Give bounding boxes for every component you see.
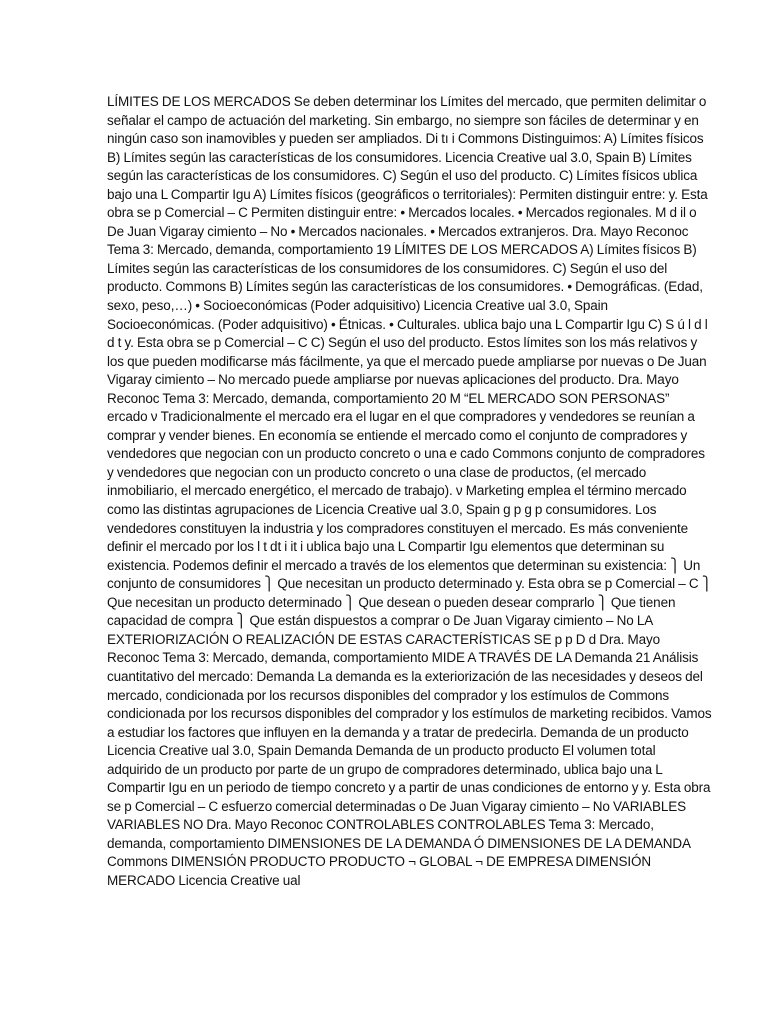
document-body-text: LÍMITES DE LOS MERCADOS Se deben determinar los Límites del mercado, que permiten delimitar o señalar el campo de actuación del marketing. Sin embargo, no siempre son fáciles de determinar y en ningún caso son inamovibles y pueden ser ampliados. Di tı i Commons Distinguimos: A) Límites físicos B) Límites según las características de los consumidores. Licencia Creative ual 3.0, Spain B) Límites según las características de los consumidores. C) Según el uso del producto. C) Límites físicos ublica bajo una L Compartir Igu A) Límites físicos (geográficos o territoriales): Permiten distinguir entre: y. Esta obra se p Comercial – C Permiten distinguir entre: • Mercados locales. • Mercados regionales. M d il o De Juan Vigaray cimiento – No • Mercados nacionales. • Mercados extranjeros. Dra. Mayo Reconoc Tema 3: Mercado, demanda, comportamiento 19 LÍMITES DE LOS MERCADOS A) Límites físicos B) Límites según las características de los consumidores de los consumidores. C) Según el uso del producto. Commons B) Límites según las características de los consumidores. • Demográficas. (Edad, sexo, peso,…) • Socioeconómicas (Poder adquisitivo) Licencia Creative ual 3.0, Spain Socioeconómicas. (Poder adquisitivo) • Étnicas. • Culturales. ublica bajo una L Compartir Igu C) S ú l d l d t y. Esta obra se p Comercial – C C) Según el uso del producto. Estos límites son los más relativos y los que pueden modificarse más fácilmente, ya que el mercado puede ampliarse por nuevas o De Juan Vigaray cimiento – No mercado puede ampliarse por nuevas aplicaciones del producto. Dra. Mayo Reconoc Tema 3: Mercado, demanda, comportamiento 20 M “EL MERCADO SON PERSONAS” ercado ν Tradicionalmente el mercado era el lugar en el que compradores y vendedores se reunían a comprar y vender bienes. En economía se entiende el mercado como el conjunto de compradores y vendedores que negocian con un producto concreto o una e cado Commons conjunto de compradores y vendedores que negocian con un producto concreto o una clase de productos, (el mercado inmobiliario, el mercado energético, el mercado de trabajo). ν Marketing emplea el término mercado como las distintas agrupaciones de Licencia Creative ual 3.0, Spain g p g p consumidores. Los vendedores constituyen la industria y los compradores constituyen el mercado. Es más conveniente definir el mercado por los l t dt i it i ublica bajo una L Compartir Igu elementos que determinan su existencia. Podemos definir el mercado a través de los elementos que determinan su existencia: ⎫ Un conjunto de consumidores ⎫ Que necesitan un producto determinado y. Esta obra se p Comercial – C ⎫ Que necesitan un producto determinado ⎫ Que desean o pueden desear comprarlo ⎫ Que tienen capacidad de compra ⎫ Que están dispuestos a comprar o De Juan Vigaray cimiento – No LA EXTERIORIZACIÓN O REALIZACIÓN DE ESTAS CARACTERÍSTICAS SE p p D d Dra. Mayo Reconoc Tema 3: Mercado, demanda, comportamiento MIDE A TRAVÉS DE LA Demanda 21 Análisis cuantitativo del mercado: Demanda La demanda es la exteriorización de las necesidades y deseos del mercado, condicionada por los recursos disponibles del comprador y los estímulos de Commons condicionada por los recursos disponibles del comprador y los estímulos de marketing recibidos. Vamos a estudiar los factores que influyen en la demanda y a tratar de predecirla. Demanda de un producto Licencia Creative ual 3.0, Spain Demanda Demanda de un producto producto El volumen total adquirido de un producto por parte de un grupo de compradores determinado, ublica bajo una L Compartir Igu en un periodo de tiempo concreto y a partir de unas condiciones de entorno y y. Esta obra se p Comercial – C esfuerzo comercial determinadas o De Juan Vigaray cimiento – No VARIABLES VARIABLES NO Dra. Mayo Reconoc CONTROLABLES CONTROLABLES Tema 3: Mercado, demanda, comportamiento DIMENSIONES DE LA DEMANDA Ó DIMENSIONES DE LA DEMANDA Commons DIMENSIÓN PRODUCTO PRODUCTO ¬ GLOBAL ¬ DE EMPRESA DIMENSIÓN MERCADO Licencia Creative ual (107, 94, 712, 888)
